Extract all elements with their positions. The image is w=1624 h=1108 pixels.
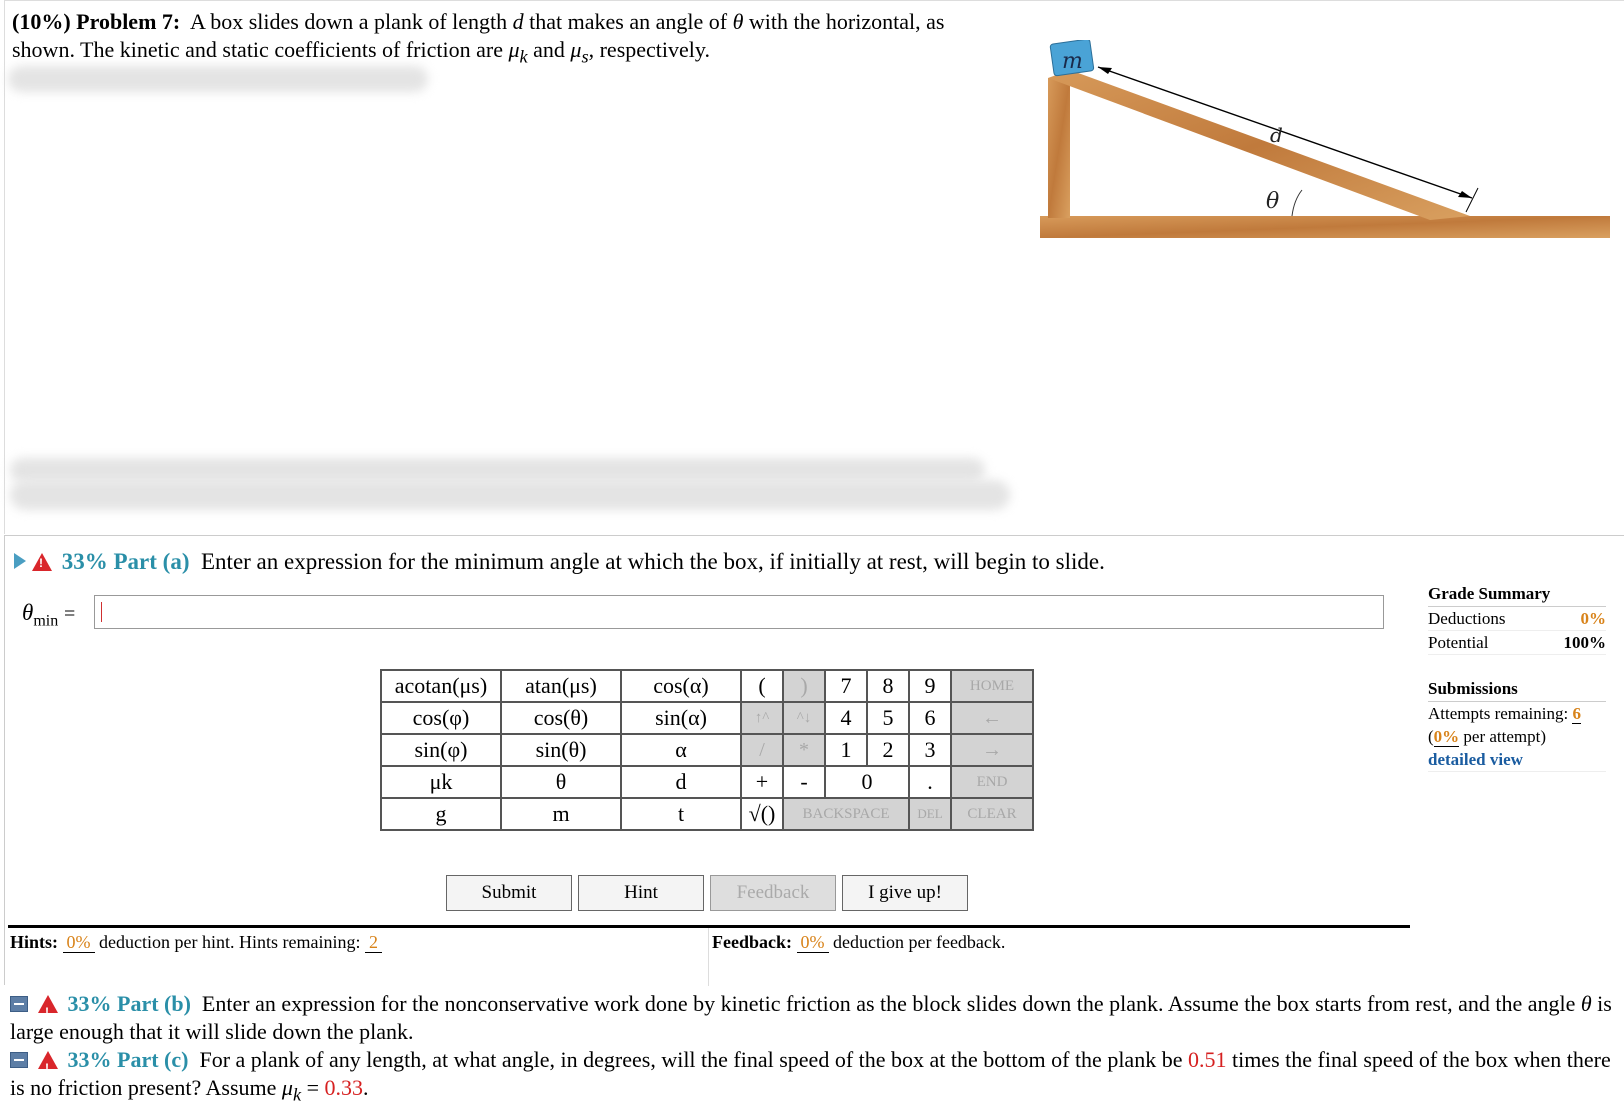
arrow-head [1458,191,1472,198]
angle-label: θ [1266,189,1280,214]
problem-title: Problem 7: [76,9,181,34]
part-c-percent: 33% [67,1047,112,1072]
key-decimal[interactable]: . [909,766,951,798]
key-4[interactable]: 4 [825,702,867,734]
part-b-prompt: Enter an expression for the nonconservative work done by kinetic friction as the block slides down the plank. Assume the box starts from rest, and the angle [201,991,1576,1016]
answer-subscript: min [33,612,59,630]
problem-text: that makes an angle of [529,9,728,34]
sub-k: k [292,1084,302,1105]
redacted-text [10,458,985,482]
give-up-button[interactable]: I give up! [842,875,968,911]
key-2[interactable]: 2 [867,734,909,766]
key-sqrt[interactable]: √() [741,798,783,830]
key-mu-k[interactable]: μk [381,766,501,798]
key-sin-theta[interactable]: sin(θ) [501,734,621,766]
grade-summary-title: Grade Summary [1428,584,1606,607]
attempts-value: 6 [1572,704,1581,723]
keypad [380,669,1034,831]
key-6[interactable]: 6 [909,702,951,734]
speed-ratio: 0.51 [1187,1047,1227,1072]
key-t[interactable]: t [621,798,741,830]
key-multiply[interactable]: * [783,734,825,766]
part-a-label: Part (a) [113,549,190,574]
key-m[interactable]: m [501,798,621,830]
warning-icon [38,1051,58,1069]
key-3[interactable]: 3 [909,734,951,766]
part-a-percent: 33% [61,549,108,574]
feedback-deduction: 0% [797,932,829,953]
var-mu-k: μ [281,1075,293,1100]
warning-icon [38,995,58,1013]
parts-b-c [10,990,1622,1108]
submit-button[interactable]: Submit [446,875,572,911]
equals-sign: = [63,603,76,625]
var-d: d [512,9,524,34]
feedback-text: deduction per feedback. [833,932,1006,952]
length-label: d [1270,123,1283,147]
var-mu-k: μ [508,37,520,62]
key-cos-theta[interactable]: cos(θ) [501,702,621,734]
problem-text: with the horizontal, as shown. The kinetic and static coefficients of friction are [12,9,945,62]
per-attempt-text: per attempt) [1463,727,1547,746]
key-g[interactable]: g [381,798,501,830]
warning-icon [32,553,52,571]
redacted-text [10,480,1010,510]
part-b-label: Part (b) [117,991,191,1016]
support-post [1048,78,1070,218]
hints-info [10,932,382,953]
key-8[interactable]: 8 [867,670,909,702]
key-theta[interactable]: θ [501,766,621,798]
feedback-label: Feedback: [712,932,792,952]
arrow-head [1098,67,1112,74]
potential-label: Potential [1428,633,1489,652]
potential-value: 100% [1563,633,1606,652]
key-cos-phi[interactable]: cos(φ) [381,702,501,734]
feedback-button[interactable]: Feedback [710,875,836,911]
text-cursor [101,602,102,622]
per-attempt-value: 0% [1433,727,1460,746]
hints-text: deduction per hint. Hints remaining: [99,932,361,952]
problem-text: A box slides down a plank of length [190,9,508,34]
redacted-text [8,66,428,92]
feedback-info [712,932,1005,953]
hint-deduction: 0% [63,932,95,953]
problem-text: , respectively. [588,37,710,62]
answer-input[interactable] [94,595,1384,629]
key-end[interactable]: END [951,766,1033,798]
expand-play-icon[interactable] [14,553,26,569]
deductions-label: Deductions [1428,609,1506,628]
key-clear[interactable]: CLEAR [951,798,1033,830]
key-d[interactable]: d [621,766,741,798]
key-home[interactable]: HOME [951,670,1033,702]
part-c-row[interactable] [10,1046,1622,1108]
problem-weight: (10%) [12,9,71,34]
key-left-arrow[interactable]: ← [951,702,1033,734]
key-sin-phi[interactable]: sin(φ) [381,734,501,766]
key-down[interactable]: ^↓ [783,702,825,734]
key-del[interactable]: DEL [909,798,951,830]
key-right-arrow[interactable]: → [951,734,1033,766]
key-atan-mus[interactable]: atan(μs) [501,670,621,702]
hint-button[interactable]: Hint [578,875,704,911]
mu-k-value: 0.33 [324,1075,364,1100]
part-b-row[interactable] [10,990,1622,1046]
mass-label: m [1062,49,1083,74]
problem-text: and [533,37,565,62]
hints-label: Hints: [10,932,59,952]
part-c-prompt: times the final speed of the box when there is no friction present? Assume [10,1047,1611,1100]
key-9[interactable]: 9 [909,670,951,702]
deductions-row [1428,607,1606,631]
answer-symbol: θ [22,600,34,625]
key-acotan-mus[interactable]: acotan(μs) [381,670,501,702]
var-mu-s: μ [570,37,582,62]
tick-mark [1466,188,1478,212]
part-c-label: Part (c) [117,1047,189,1072]
attempts-label: Attempts remaining: [1428,704,1569,723]
part-a-prompt: Enter an expression for the minimum angle at which the box, if initially at rest, will begin to slide. [201,549,1105,574]
part-a-header [14,549,1105,575]
problem-statement [12,8,972,70]
floor-plank [1040,216,1610,238]
part-b-percent: 33% [67,991,112,1016]
collapse-icon[interactable] [10,996,28,1012]
answer-label [22,600,75,631]
part-c-prompt: For a plank of any length, at what angle, in degrees, will the final speed of the box at the bottom of the plank be [199,1047,1183,1072]
key-1[interactable]: 1 [825,734,867,766]
key-up[interactable]: ↑^ [741,702,783,734]
detailed-view-link[interactable]: detailed view [1428,750,1523,769]
key-alpha[interactable]: α [621,734,741,766]
incline-figure [1040,40,1610,250]
key-minus[interactable]: - [783,766,825,798]
part-b-prompt: is large enough that it will slide down the plank. [10,991,1612,1044]
incline-plank [1048,70,1470,220]
var-theta: θ [732,9,744,34]
sub-k: k [519,46,528,67]
submissions-title: Submissions [1428,679,1606,702]
collapse-icon[interactable] [10,1052,28,1068]
equals-sign: = [306,1075,320,1100]
length-arrow [1098,67,1472,198]
key-divide[interactable]: / [741,734,783,766]
potential-row [1428,631,1606,655]
period: . [363,1075,369,1100]
key-close-paren[interactable]: ) [783,670,825,702]
key-0[interactable]: 0 [825,766,909,798]
angle-arc [1292,190,1302,216]
key-backspace[interactable]: BACKSPACE [783,798,909,830]
key-sin-alpha[interactable]: sin(α) [621,702,741,734]
grade-summary [1428,584,1606,772]
deductions-value: 0% [1580,609,1606,628]
sub-s: s [581,46,589,67]
key-5[interactable]: 5 [867,702,909,734]
attempts-info: Attempts remaining: 6 (0% per attempt) detailed view [1428,702,1606,772]
var-theta: θ [1580,991,1592,1016]
hints-remaining: 2 [365,932,382,953]
key-7[interactable]: 7 [825,670,867,702]
key-plus[interactable]: + [741,766,783,798]
key-cos-alpha[interactable]: cos(α) [621,670,741,702]
divider [708,928,709,986]
key-open-paren[interactable]: ( [741,670,783,702]
